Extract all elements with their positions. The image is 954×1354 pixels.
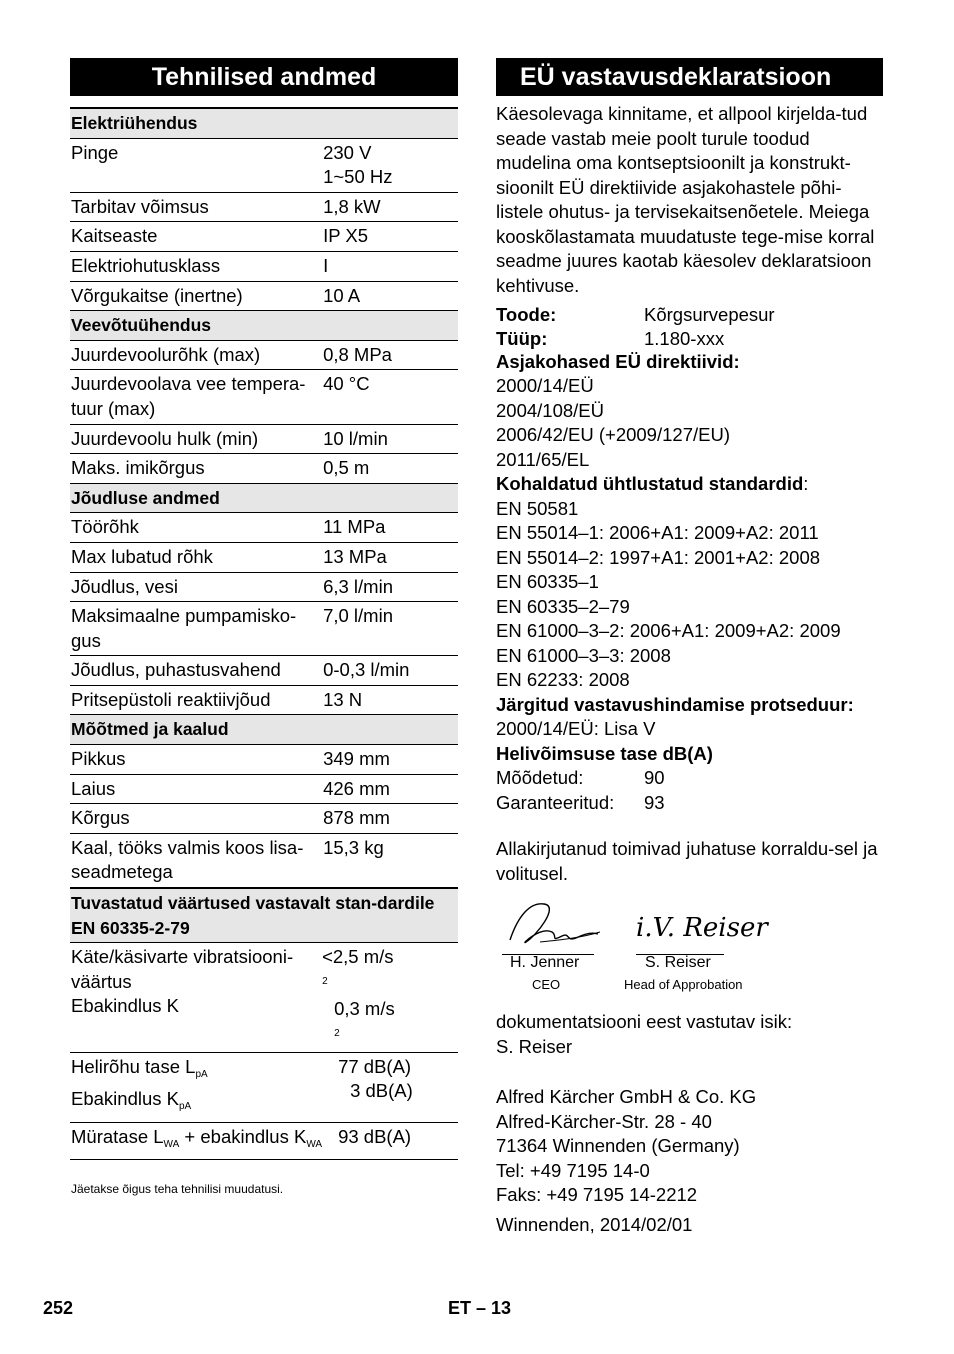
type-line	[496, 328, 884, 350]
spec-label: Pritsepüstoli reaktiivjõud	[70, 685, 322, 715]
spec-row	[70, 745, 458, 775]
spec-label: Tarbitav võimsus	[70, 192, 322, 222]
product-label: Toode:	[496, 304, 557, 325]
spec-label: Juurdevoolava vee tempera-tuur (max)	[70, 370, 322, 424]
signatory-name-jenner: H. Jenner	[510, 954, 580, 971]
spec-row	[70, 340, 458, 370]
directive-item: 2011/65/EL	[496, 448, 590, 470]
spec-label: Maks. imikõrgus	[70, 454, 322, 484]
standard-item: EN 55014–2: 1997+A1: 2001+A2: 2008	[496, 546, 821, 568]
directive-item: 2000/14/EÜ	[496, 375, 594, 396]
sound-power-heading: Helivõimsuse tase dB(A)	[496, 742, 713, 764]
declaration-title: EÜ vastavusdeklaratsioon	[496, 58, 883, 96]
type-value: 1.180-xxx	[644, 327, 725, 349]
spec-label: Jõudlus, vesi	[70, 572, 322, 602]
spec-label: Jõudlus, puhastusvahend	[70, 656, 322, 686]
vibration-label: Käte/käsivarte vibratsiooni- väärtus Ebakindlus K	[70, 943, 322, 1052]
spec-value: 15,3 kg	[322, 833, 458, 888]
spec-value: 349 mm	[322, 745, 458, 775]
spec-value: 0,5 m	[322, 454, 458, 484]
company-address	[496, 1085, 884, 1208]
spec-value: 426 mm	[322, 774, 458, 804]
signature-jenner-image	[500, 896, 610, 954]
spec-label: Juurdevoolurõhk (max)	[70, 340, 322, 370]
spec-value: 1,8 kW	[322, 192, 458, 222]
spec-value: 13 N	[322, 685, 458, 715]
spec-row	[70, 222, 458, 252]
standards-list	[496, 497, 884, 693]
standard-item: EN 60335–1	[496, 571, 599, 592]
spec-row	[70, 572, 458, 602]
spec-value: 0,8 MPa	[322, 340, 458, 370]
directive-item: 2004/108/EÜ	[496, 399, 605, 421]
documentation-responsible-label: dokumentatsiooni eest vastutav isik:	[496, 1011, 793, 1032]
spec-value: 230 V 1~50 Hz	[322, 138, 458, 192]
spec-value: 13 MPa	[322, 542, 458, 572]
signatory-name-reiser: S. Reiser	[645, 954, 711, 971]
product-line	[496, 303, 884, 328]
standards-heading-line: Kohaldatud ühtlustatud standardid:	[496, 473, 809, 494]
product-value: Kõrgsurvepesur	[644, 304, 775, 325]
type-label: Tüüp:	[496, 327, 548, 349]
spec-value: 40 °C	[322, 370, 458, 424]
spec-row	[70, 542, 458, 572]
spec-row	[70, 656, 458, 686]
technical-data-title: Tehnilised andmed	[70, 58, 458, 96]
spec-row	[70, 370, 458, 424]
procedure-heading: Järgitud vastavushindamise protseduur:	[496, 693, 854, 715]
noise-level-value: 93 dB(A)	[322, 1122, 458, 1160]
address-line: 71364 Winnenden (Germany)	[496, 1135, 740, 1156]
vibration-value: <2,5 m/s $^2$ 0,3 m/s $^2$	[322, 943, 458, 1052]
spec-value: 10 A	[322, 281, 458, 311]
documentation-responsible-name: S. Reiser	[496, 1035, 573, 1057]
spec-label: Kõrgus	[70, 804, 322, 834]
address-line: Alfred Kärcher GmbH & Co. KG	[496, 1086, 757, 1107]
svg-text:i.V. Reiser: i.V. Reiser	[636, 913, 768, 943]
spec-label: Pikkus	[70, 745, 322, 775]
section-heading: Jõudluse andmed	[70, 483, 458, 513]
address-line: Alfred-Kärcher-Str. 28 - 40	[496, 1110, 712, 1132]
standard-item: EN 61000–3–2: 2006+A1: 2009+A2: 2009	[496, 620, 841, 641]
spec-value: 6,3 l/min	[322, 572, 458, 602]
spec-label: Juurdevoolu hulk (min)	[70, 424, 322, 454]
spec-label: Laius	[70, 774, 322, 804]
standard-item: EN 62233: 2008	[496, 669, 630, 690]
section-heading: Veevõtuühendus	[70, 311, 458, 341]
spec-row	[70, 192, 458, 222]
spec-row	[70, 251, 458, 281]
directive-item: 2006/42/EU (+2009/127/EU)	[496, 424, 730, 445]
spec-row	[70, 454, 458, 484]
spec-label: Maksimaalne pumpamisko-gus	[70, 602, 322, 656]
technical-data-table	[70, 107, 458, 1160]
spec-value: 0-0,3 l/min	[322, 656, 458, 686]
spec-value: 7,0 l/min	[322, 602, 458, 656]
page-number: 252	[43, 1298, 74, 1318]
spec-row	[70, 685, 458, 715]
spec-value: 878 mm	[322, 804, 458, 834]
signatures	[496, 896, 884, 992]
declaration-column	[496, 58, 884, 1237]
spec-row	[70, 774, 458, 804]
spec-label: Kaal, tööks valmis koos lisa-seadmetega	[70, 833, 322, 888]
spec-label: Töörõhk	[70, 513, 322, 543]
standard-item: EN 60335–2–79	[496, 595, 630, 617]
spec-row	[70, 833, 458, 888]
vibration-section-heading: Tuvastatud väärtused vastavalt stan-dardile EN 60335-2-79	[70, 888, 458, 943]
spec-row	[70, 602, 458, 656]
spec-row	[70, 281, 458, 311]
standard-item: EN 61000–3–3: 2008	[496, 644, 671, 666]
standard-item: EN 55014–1: 2006+A1: 2009+A2: 2011	[496, 522, 819, 543]
noise-level-label: Müratase $L_{WA}$ + ebakindlus $K_{WA}$	[70, 1122, 322, 1160]
spec-value: 10 l/min	[322, 424, 458, 454]
spec-row	[70, 424, 458, 454]
sound-pressure-value: 77 dB(A) 3 dB(A)	[322, 1052, 458, 1122]
declaration-intro: Käesolevaga kinnitame, et allpool kirjelda-tud seade vastab meie poolt turule toodud mudelina oma kontseptsioonilt ja konstrukt-sioonilt EÜ direktiivide asjakohastele põhi-listele ohutus- ja tervisekaitsenõetele. Meiega kooskõlastamata muudatuste tege-mise korral seadme juures kaotab käesolev deklaratsioon kehtivuse.	[496, 103, 875, 296]
address-line: Tel: +49 7195 14-0	[496, 1159, 650, 1181]
address-line: Faks: +49 7195 14-2212	[496, 1184, 698, 1205]
procedure-value: 2000/14/EÜ: Lisa V	[496, 718, 656, 739]
signature-authority-text: Allakirjutanud toimivad juhatuse korraldu-sel ja volitusel.	[496, 838, 878, 884]
place-date: Winnenden, 2014/02/01	[496, 1213, 693, 1235]
measured-line: Mõõdetud: 90	[496, 767, 665, 788]
spec-row	[70, 804, 458, 834]
spec-label: Elektriohutusklass	[70, 251, 322, 281]
spec-label: Kaitseaste	[70, 222, 322, 252]
signatory-title-reiser: Head of Approbation	[624, 977, 743, 992]
spec-label: Max lubatud rõhk	[70, 542, 322, 572]
spec-value: I	[322, 251, 458, 281]
technical-data-column	[70, 58, 458, 1196]
guaranteed-line: Garanteeritud: 93	[496, 791, 665, 813]
standard-item: EN 50581	[496, 497, 579, 519]
signatory-title-jenner: CEO	[532, 977, 561, 992]
signature-reiser-image	[634, 900, 768, 950]
language-page-marker: ET – 13	[448, 1298, 512, 1318]
spec-row	[70, 513, 458, 543]
section-heading: Mõõtmed ja kaalud	[70, 715, 458, 745]
spec-row	[70, 138, 458, 192]
directives-heading: Asjakohased EÜ direktiivid:	[496, 350, 740, 372]
spec-label: Pinge	[70, 138, 322, 192]
spec-label: Võrgukaitse (inertne)	[70, 281, 322, 311]
spec-value: 11 MPa	[322, 513, 458, 543]
directives-list	[496, 374, 884, 472]
sound-pressure-label: Helirõhu tase $L_{pA}$ Ebakindlus $K_{pA}$	[70, 1052, 322, 1122]
section-heading: Elektriühendus	[70, 108, 458, 138]
technical-changes-note: Jäetakse õigus teha tehnilisi muudatusi.	[71, 1182, 284, 1197]
spec-value: IP X5	[322, 222, 458, 252]
